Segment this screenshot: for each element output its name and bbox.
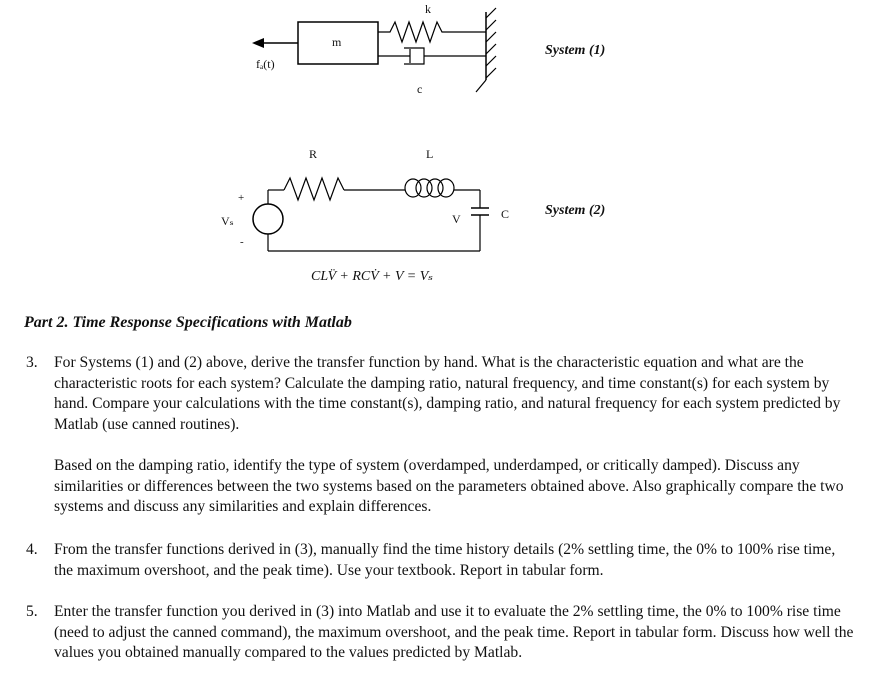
question-paragraph: From the transfer functions derived in (3), manually find the time history details (2% settling time, the 0% to 100% rise time, the maximum overshoot, and the peak time). Use your textbook. Report in tabular form. [54, 541, 836, 579]
question-4 [26, 540, 856, 581]
resistor-label: R [309, 147, 318, 161]
spring [378, 22, 486, 42]
circuit-equation: CLV̈ + RCV̇ + V = Vₛ [311, 269, 434, 284]
mass-label: m [332, 35, 342, 49]
inductor-label: L [426, 147, 434, 161]
capacitor-label: C [501, 207, 510, 221]
voltage-source [253, 204, 283, 234]
system-1-label: System (1) [545, 43, 606, 58]
system-2-label: System (2) [545, 203, 606, 218]
force-arrowhead [252, 38, 264, 48]
question-paragraph: Enter the transfer function you derived in (3) into Matlab and use it to evaluate the 2% settling time, the 0% to 100% rise time (need to adjust the canned command), the maximum overshoot, and the peak time. Report in tabular form. Discuss how well the values you obtained manually compared to the values predicted by Matlab. [54, 603, 854, 662]
source-label: Vₛ [221, 214, 234, 228]
question-5 [26, 602, 856, 664]
source-minus-sign: - [240, 236, 244, 248]
voltage-label: V [452, 212, 461, 226]
damper-label: c [417, 82, 423, 96]
source-plus-sign: + [238, 192, 245, 204]
question-number: 5. [26, 603, 38, 620]
force-label: fₐ(t) [256, 57, 275, 71]
question-paragraph: For Systems (1) and (2) above, derive the transfer function by hand. What is the characteristic equation and what are the characteristic roots for each system? Calculate the damping ratio, natural frequency, and time constant(s) for each system by hand. Compare your calculations with the time constant(s), damping ratio, and natural frequency for each system predicted by Matlab (use canned routines). [54, 354, 841, 433]
question-number: 3. [26, 354, 38, 371]
spring-label: k [425, 2, 431, 16]
question-3 [26, 353, 856, 518]
resistor [284, 178, 344, 200]
mass-spring-damper-diagram [0, 0, 870, 300]
question-number: 4. [26, 541, 38, 558]
part-title: Part 2. Time Response Specifications with Matlab [24, 314, 352, 331]
question-paragraph: Based on the damping ratio, identify the type of system (overdamped, underdamped, or critically damped). Discuss any similarities or differences between the two systems based on the parameters obtained above. Also graphically compare the two systems and discuss any similarities and explain differences. [54, 456, 844, 516]
inductor [405, 179, 454, 197]
